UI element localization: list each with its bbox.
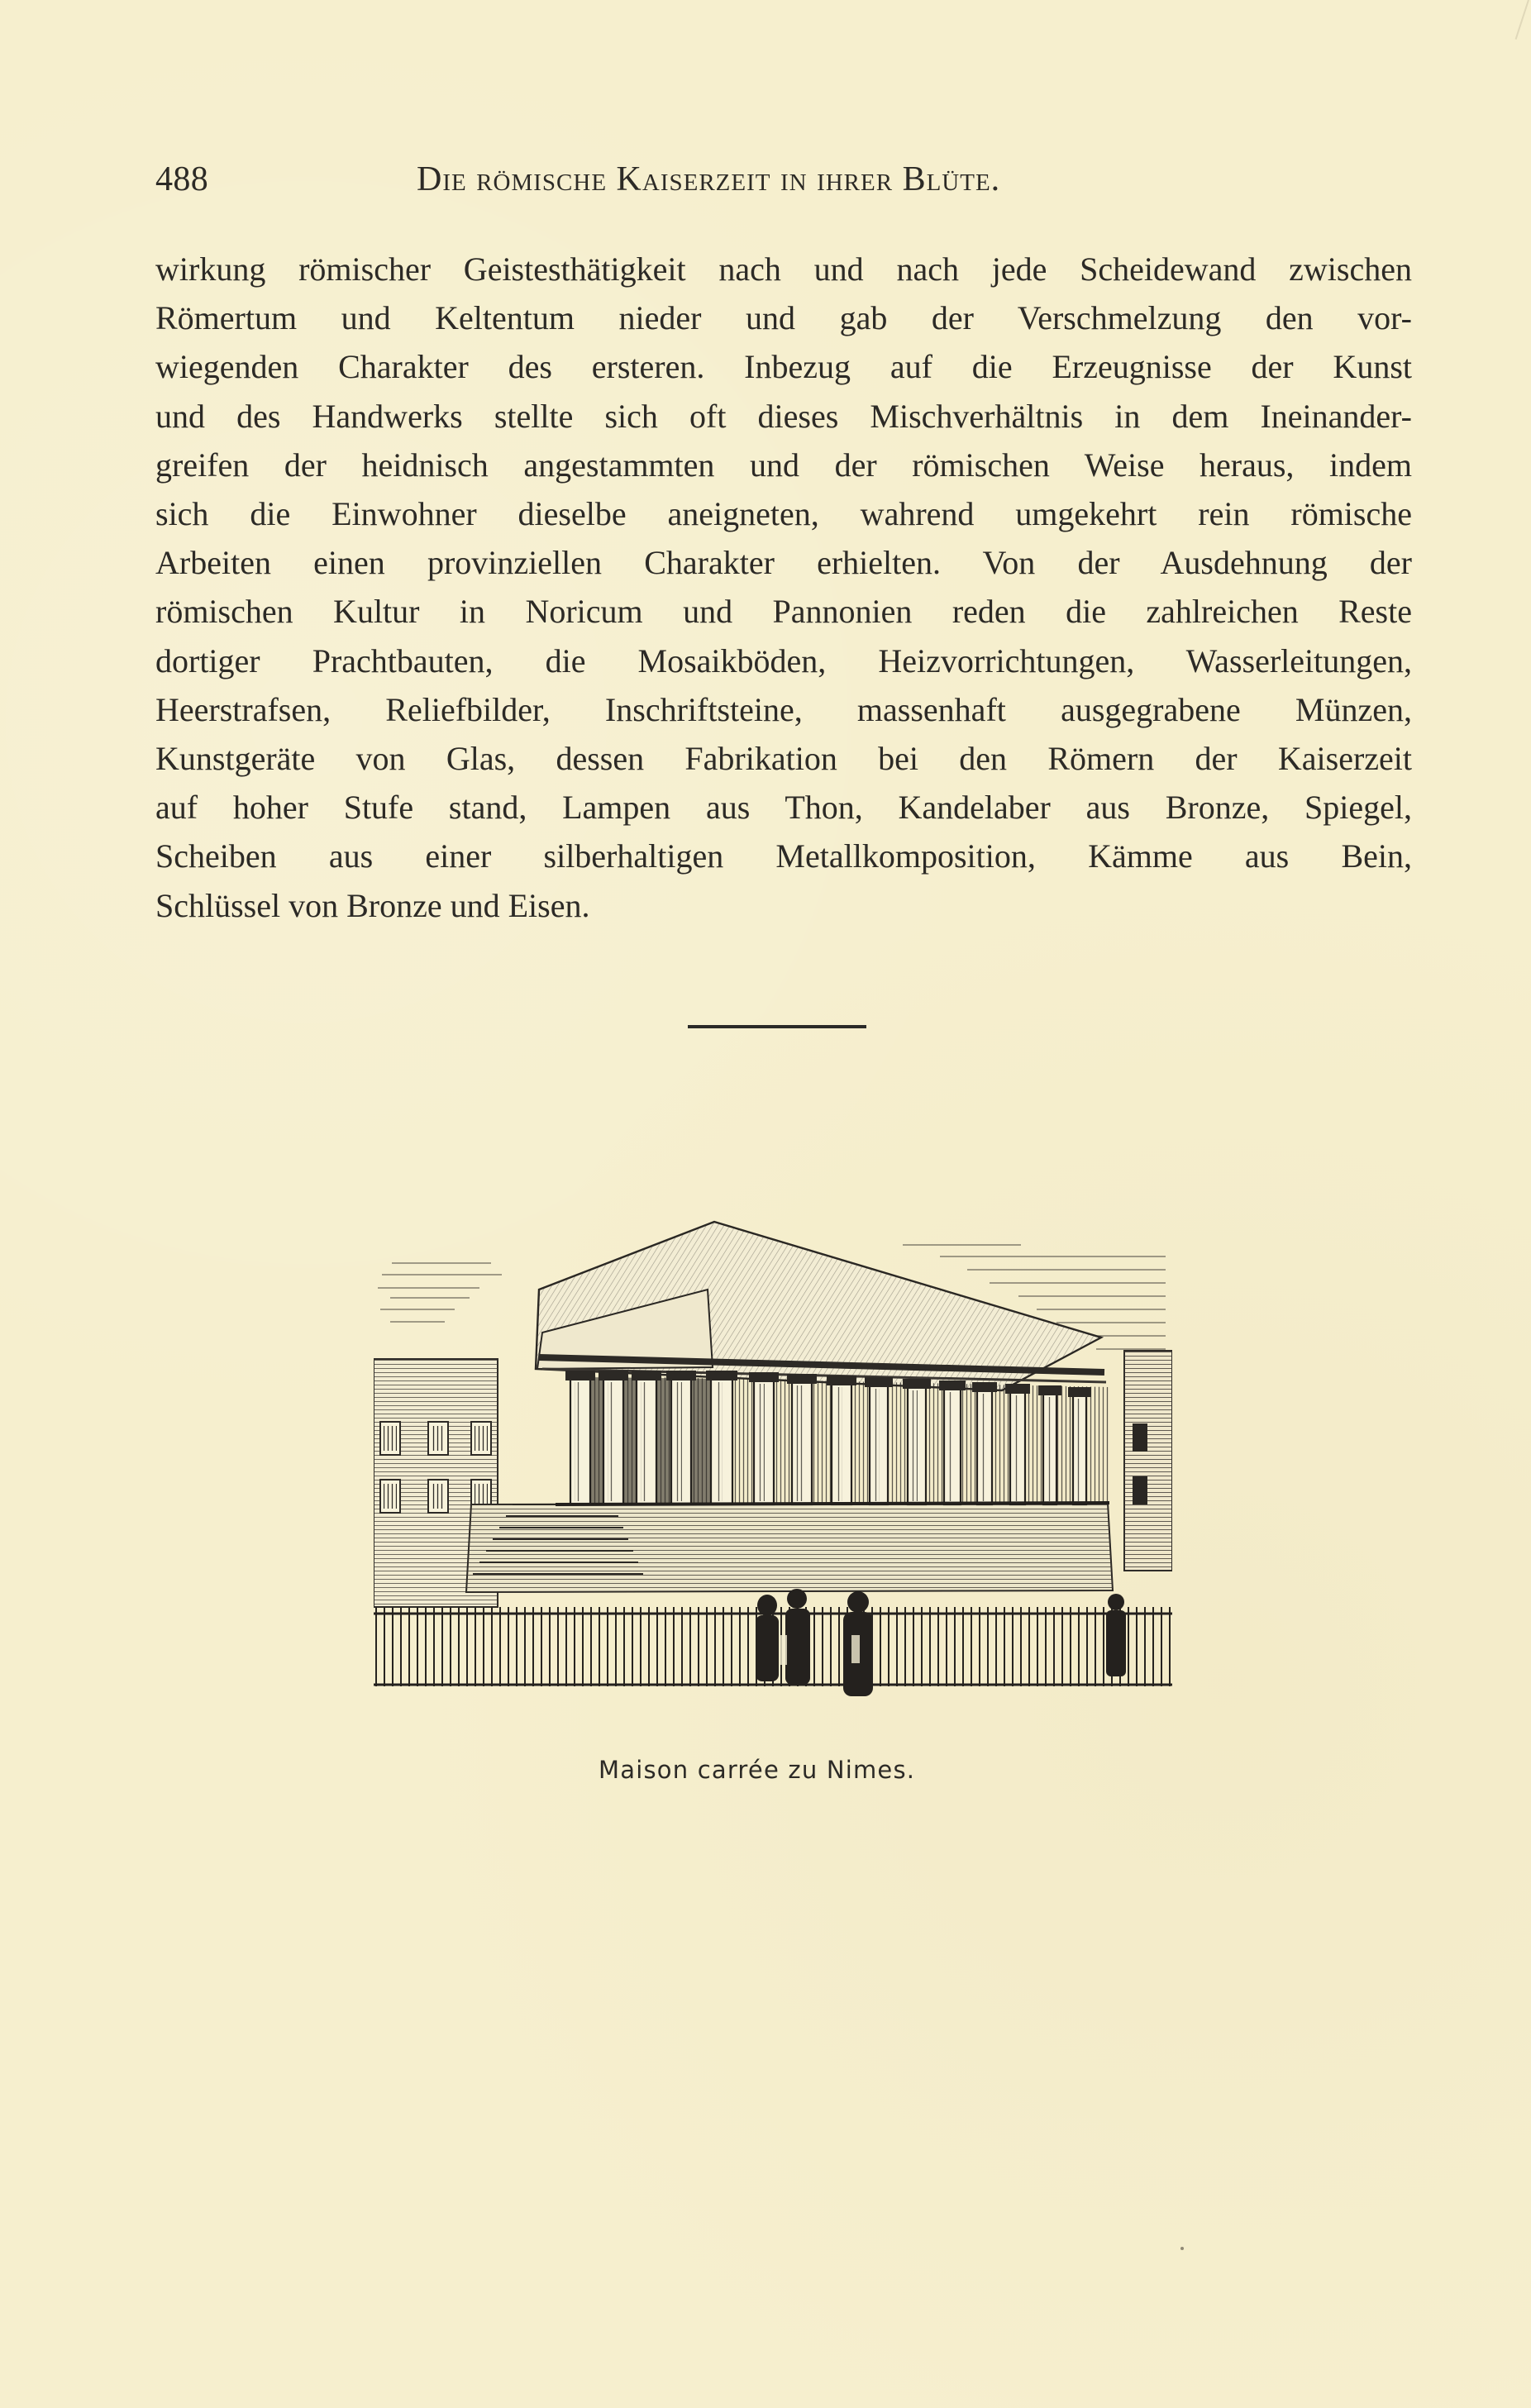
text-line: greifen der heidnisch angestammten und der römischen Weise heraus, indem [155, 446, 1412, 484]
figure-caption: Maison carrée zu Nimes. [599, 1756, 916, 1784]
text-line: dortiger Prachtbauten, die Mosaikböden, Heizvorrichtungen, Wasserleitungen, [155, 641, 1412, 679]
text-line: Schlüssel von Bronze und Eisen. [155, 886, 590, 924]
text-line: wirkung römischer Geistesthätigkeit nach und nach jede Scheidewand zwischen [155, 250, 1412, 288]
text-line: Römertum und Keltentum nieder und gab der Verschmelzung den vor- [155, 299, 1412, 337]
text-line: und des Handwerks stellte sich oft dieses Mischverhältnis in dem Ineinander- [155, 397, 1412, 435]
text-line: Scheiben aus einer silberhaltigen Metallkomposition, Kämme aus Bein, [155, 837, 1412, 875]
paper-edge-mark [1515, 0, 1529, 40]
temple-engraving-icon [374, 1205, 1172, 1743]
text-line: auf hoher Stufe stand, Lampen aus Thon, Kandelaber aus Bronze, Spiegel, [155, 789, 1412, 827]
text-line: wiegenden Charakter des ersteren. Inbezug auf die Erzeugnisse der Kunst [155, 348, 1412, 386]
page-header [155, 162, 1412, 212]
text-line: sich die Einwohner dieselbe aneigneten, wahrend umgekehrt rein römische [155, 495, 1412, 533]
section-divider [688, 1025, 866, 1028]
text-line: Arbeiten einen provinziellen Charakter erhielten. Von der Ausdehnung der [155, 544, 1412, 582]
paper-speck [1180, 2247, 1184, 2250]
text-line: Heerstrafsen, Reliefbilder, Inschriftsteine, massenhaft ausgegrabene Münzen, [155, 690, 1412, 728]
text-line: Kunstgeräte von Glas, dessen Fabrikation bei den Römern der Kaiserzeit [155, 740, 1412, 778]
running-head: Die römische Kaiserzeit in ihrer Blüte. [417, 160, 1001, 198]
text-line: römischen Kultur in Noricum und Pannonien reden die zahlreichen Reste [155, 593, 1412, 631]
page-number: 488 [155, 160, 209, 198]
body-text [155, 245, 1412, 930]
